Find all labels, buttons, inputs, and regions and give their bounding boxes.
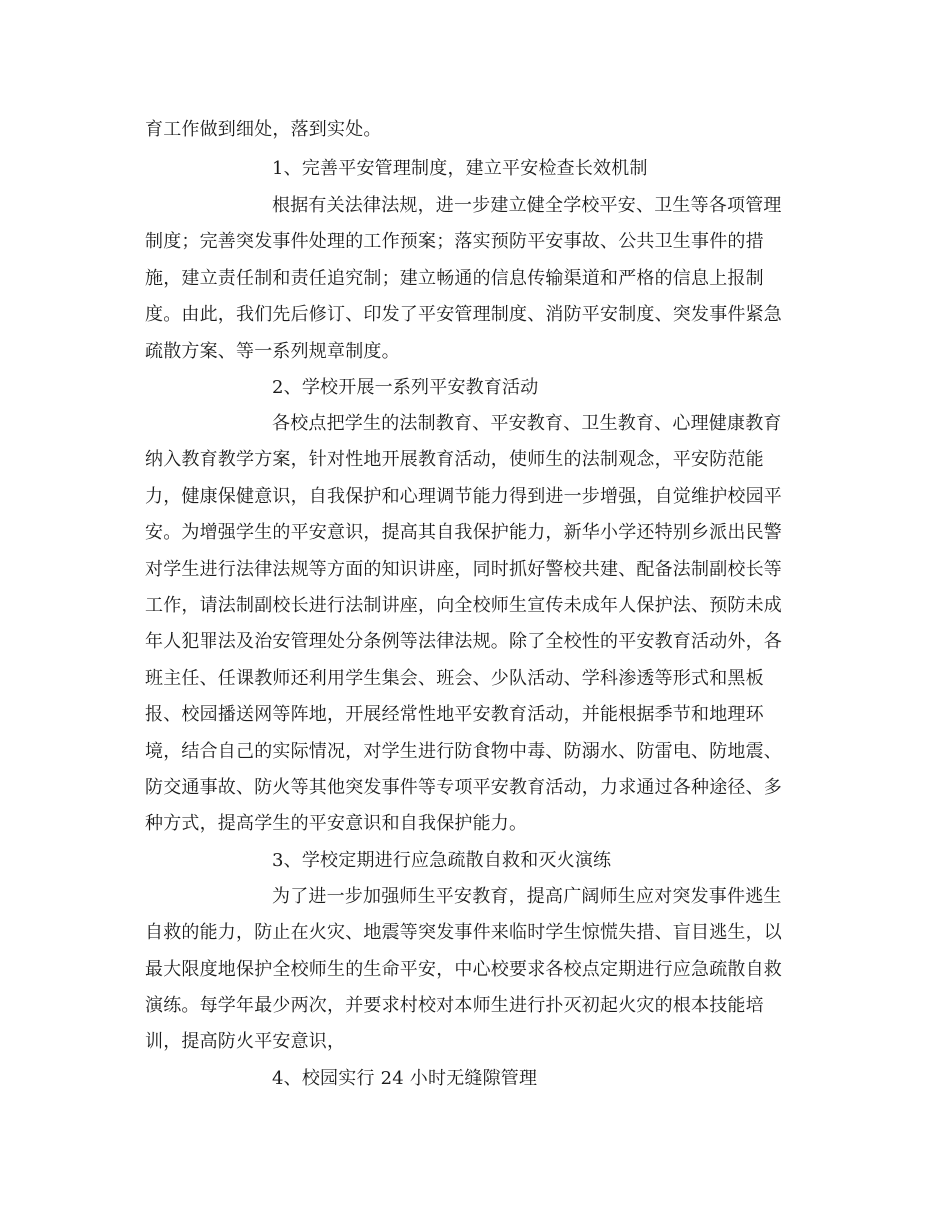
text-line: 报、校园播送网等阵地，开展经常性地平安教育活动，并能根据季节和地理环 bbox=[145, 704, 764, 725]
text-line: 纳入教育教学方案，针对性地开展教育活动，使师生的法制观念，平安防范能 bbox=[145, 449, 764, 470]
text-line: 防交通事故、防火等其他突发事件等专项平安教育活动，力求通过各种途径、多 bbox=[145, 777, 782, 798]
text-line: 疏散方案、等一系列规章制度。 bbox=[145, 341, 400, 362]
text-line: 为了进一步加强师生平安教育，提高广阔师生应对突发事件逃生 bbox=[272, 886, 782, 907]
section-heading-2: 2、学校开展一系列平安教育活动 bbox=[272, 377, 539, 398]
text-line: 各校点把学生的法制教育、平安教育、卫生教育、心理健康教育 bbox=[272, 413, 782, 434]
text-line: 度。由此，我们先后修订、印发了平安管理制度、消防平安制度、突发事件紧急 bbox=[145, 304, 782, 325]
text-line: 施，建立责任制和责任追究制；建立畅通的信息传输渠道和严格的信息上报制 bbox=[145, 268, 764, 289]
text-line: 制度；完善突发事件处理的工作预案；落实预防平安事故、公共卫生事件的措 bbox=[145, 231, 764, 252]
text-line: 对学生进行法律法规等方面的知识讲座，同时抓好警校共建、配备法制副校长等 bbox=[145, 559, 782, 580]
text-line: 种方式，提高学生的平安意识和自我保护能力。 bbox=[145, 813, 528, 834]
text-line: 年人犯罪法及治安管理处分条例等法律法规。除了全校性的平安教育活动外，各 bbox=[145, 631, 782, 652]
text-line: 班主任、任课教师还利用学生集会、班会、少队活动、学科渗透等形式和黑板 bbox=[145, 668, 764, 689]
text-line: 最大限度地保护全校师生的生命平安，中心校要求各校点定期进行应急疏散自救 bbox=[145, 959, 782, 980]
text-line: 工作，请法制副校长进行法制讲座，向全校师生宣传未成年人保护法、预防未成 bbox=[145, 595, 782, 616]
text-line: 力，健康保健意识，自我保护和心理调节能力得到进一步增强，自觉维护校园平 bbox=[145, 486, 782, 507]
text-line: 境，结合自己的实际情况，对学生进行防食物中毒、防溺水、防雷电、防地震、 bbox=[145, 741, 782, 762]
section-heading-4: 4、校园实行 24 小时无缝隙管理 bbox=[272, 1068, 538, 1089]
text-line: 自救的能力，防止在火灾、地震等突发事件来临时学生惊慌失措、盲目逃生，以 bbox=[145, 922, 782, 943]
text-line: 演练。每学年最少两次，并要求村校对本师生进行扑灭初起火灾的根本技能培 bbox=[145, 995, 764, 1016]
text-line: 育工作做到细处，落到实处。 bbox=[145, 119, 382, 140]
section-heading-1: 1、完善平安管理制度，建立平安检查长效机制 bbox=[272, 158, 648, 179]
text-line: 根据有关法律法规，进一步建立健全学校平安、卫生等各项管理 bbox=[272, 195, 782, 216]
section-heading-3: 3、学校定期进行应急疏散自救和灭火演练 bbox=[272, 850, 612, 871]
text-line: 训，提高防火平安意识， bbox=[145, 1031, 346, 1052]
text-line: 安。为增强学生的平安意识，提高其自我保护能力，新华小学还特别乡派出民警 bbox=[145, 522, 782, 543]
